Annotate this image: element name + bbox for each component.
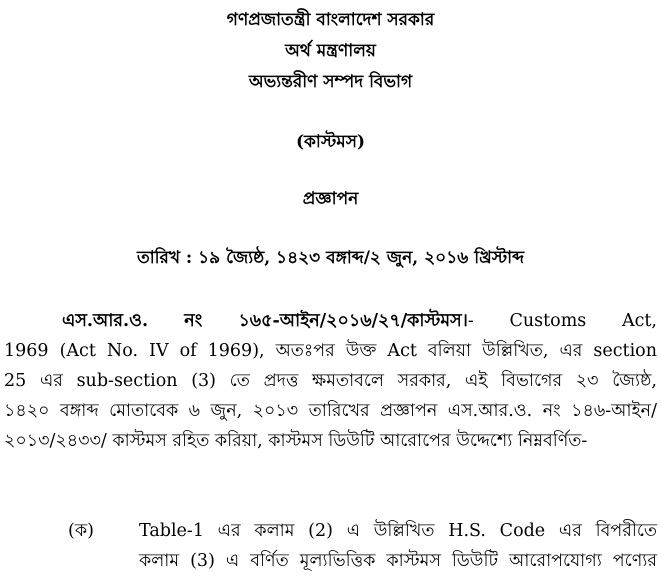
division-name: অভ্যন্তরীণ সম্পদ বিভাগ — [248, 72, 413, 92]
body-line-1-rest: - Customs Act, — [467, 311, 657, 331]
notification-title: প্রজ্ঞাপন — [302, 189, 359, 209]
body-line-2: 1969 (Act No. IV of 1969), অতঃপর উক্ত Act বলিয়া উল্লিখিত, এর section — [4, 341, 657, 361]
notification-date: তারিখ : ১৯ জ্যৈষ্ঠ, ১৪২৩ বঙ্গাব্দ/২ জুন, ২০১৬ খ্রিস্টাব্দ — [136, 248, 525, 268]
item-text — [139, 516, 657, 576]
body-line-5: ২০১৩/২৪৩৩/ কাস্টমস রহিত করিয়া, কাস্টমস ডিউটি আরোপের উদ্দেশ্যে নিম্নবর্ণিত- — [4, 431, 588, 451]
body-line-3: 25 এর sub-section (3) তে প্রদত্ত ক্ষমতাবলে সরকার, এই বিভাগের ২৩ জ্যৈষ্ঠ, — [4, 371, 657, 391]
government-name: গণপ্রজাতন্ত্রী বাংলাদেশ সরকার — [226, 10, 435, 30]
wing-name: (কাস্টমস) — [295, 132, 365, 152]
item-line-1: Table-1 এর কলাম (2) এ উল্লিখিত H.S. Code এর বিপরীতে — [139, 521, 657, 541]
item-line-2: কলাম (3) এ বর্ণিত মূল্যভিত্তিক কাস্টমস ডিউটি আরোপযোগ্য পণ্যের — [139, 551, 657, 571]
ministry-name: অর্থ মন্ত্রণালয় — [285, 41, 376, 61]
body-line-1 — [4, 306, 657, 336]
body-line-4: ১৪২০ বঙ্গাব্দ মোতাবেক ৬ জুন, ২০১৩ তারিখের প্রজ্ঞাপন এস.আর.ও. নং ১৪৬-আইন/ — [4, 401, 657, 421]
item-marker: (ক) — [68, 521, 94, 541]
notification-body — [4, 306, 657, 456]
sro-reference: এস.আর.ও. নং ১৬৫-আইন/২০১৬/২৭/কাস্টমস। — [62, 311, 468, 331]
